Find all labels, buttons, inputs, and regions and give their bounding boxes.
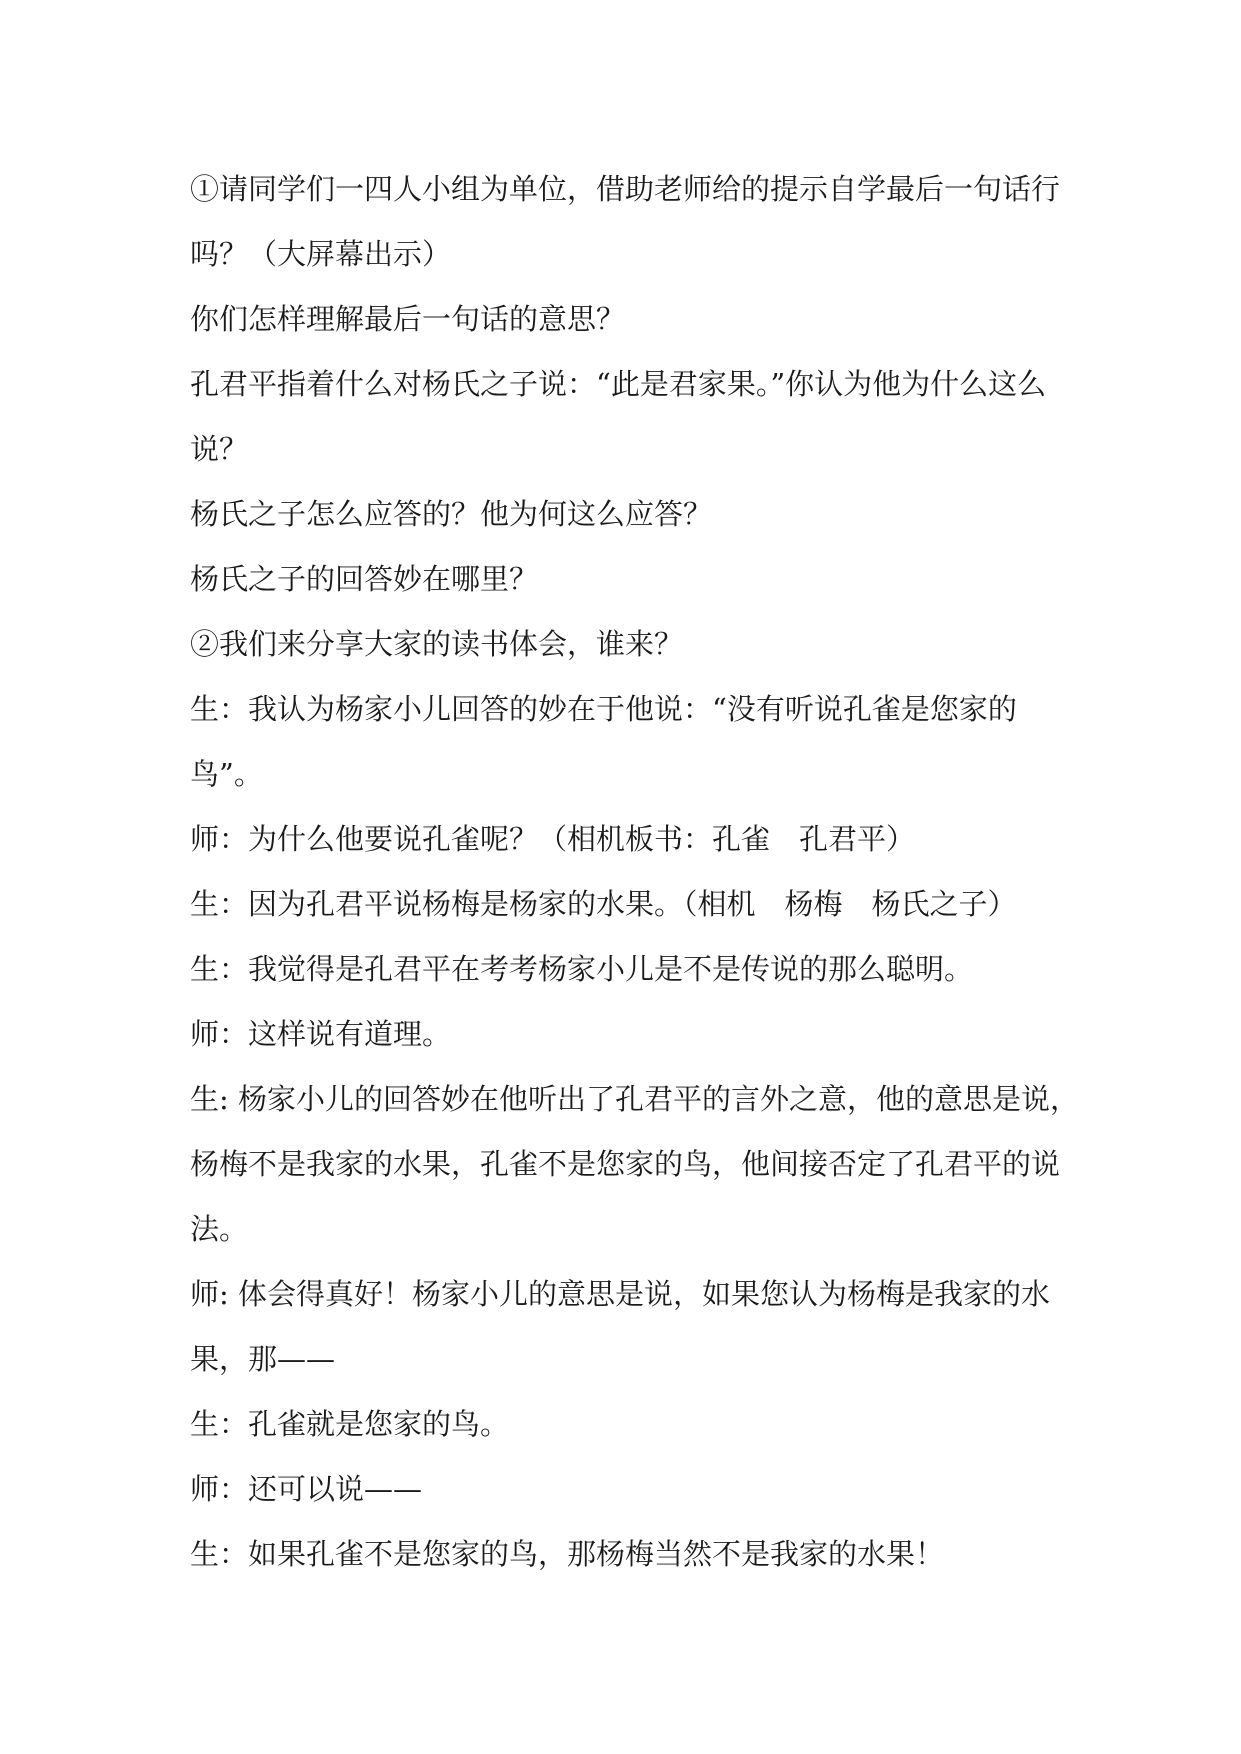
text-line: 师：这样说有道理。 [190,1017,452,1051]
text-line: 杨梅不是我家的水果，孔雀不是您家的鸟，他间接否定了孔君平的说 [190,1147,1061,1181]
text-line: ②我们来分享大家的读书体会，谁来？ [190,627,684,661]
text-line: 生：我觉得是孔君平在考考杨家小儿是不是传说的那么聪明。 [190,952,974,986]
text-line: 生：因为孔君平说杨梅是杨家的水果。（相机 杨梅 杨氏之子） [190,887,1017,921]
text-line: 生：孔雀就是您家的鸟。 [190,1407,510,1441]
text-line: 鸟”。 [190,757,263,791]
text-line: 师：为什么他要说孔雀呢？（相机板书：孔雀 孔君平） [190,822,916,856]
text-line: 吗？（大屏幕出示） [190,237,452,271]
text-line: 果，那—— [190,1342,336,1376]
text-line: 师: 体会得真好！杨家小儿的意思是说，如果您认为杨梅是我家的水 [190,1277,1050,1311]
text-line: 师：还可以说—— [190,1472,423,1506]
text-line: 生：如果孔雀不是您家的鸟，那杨梅当然不是我家的水果！ [190,1537,945,1571]
document-body [190,157,1079,1587]
text-line: ①请同学们一四人小组为单位，借助老师给的提示自学最后一句话行 [190,172,1061,206]
text-line: 生：我认为杨家小儿回答的妙在于他说：“没有听说孔雀是您家的 [190,692,1017,726]
text-line: 你们怎样理解最后一句话的意思？ [190,302,626,336]
text-line: 生: 杨家小儿的回答妙在他听出了孔君平的言外之意，他的意思是说， [190,1082,1079,1116]
text-line: 孔君平指着什么对杨氏之子说：“此是君家果。”你认为他为什么这么 [190,367,1047,401]
text-line: 说？ [190,432,249,466]
text-line: 杨氏之子怎么应答的？他为何这么应答？ [190,497,713,531]
text-line: 法。 [190,1212,249,1246]
text-line: 杨氏之子的回答妙在哪里？ [190,562,539,596]
